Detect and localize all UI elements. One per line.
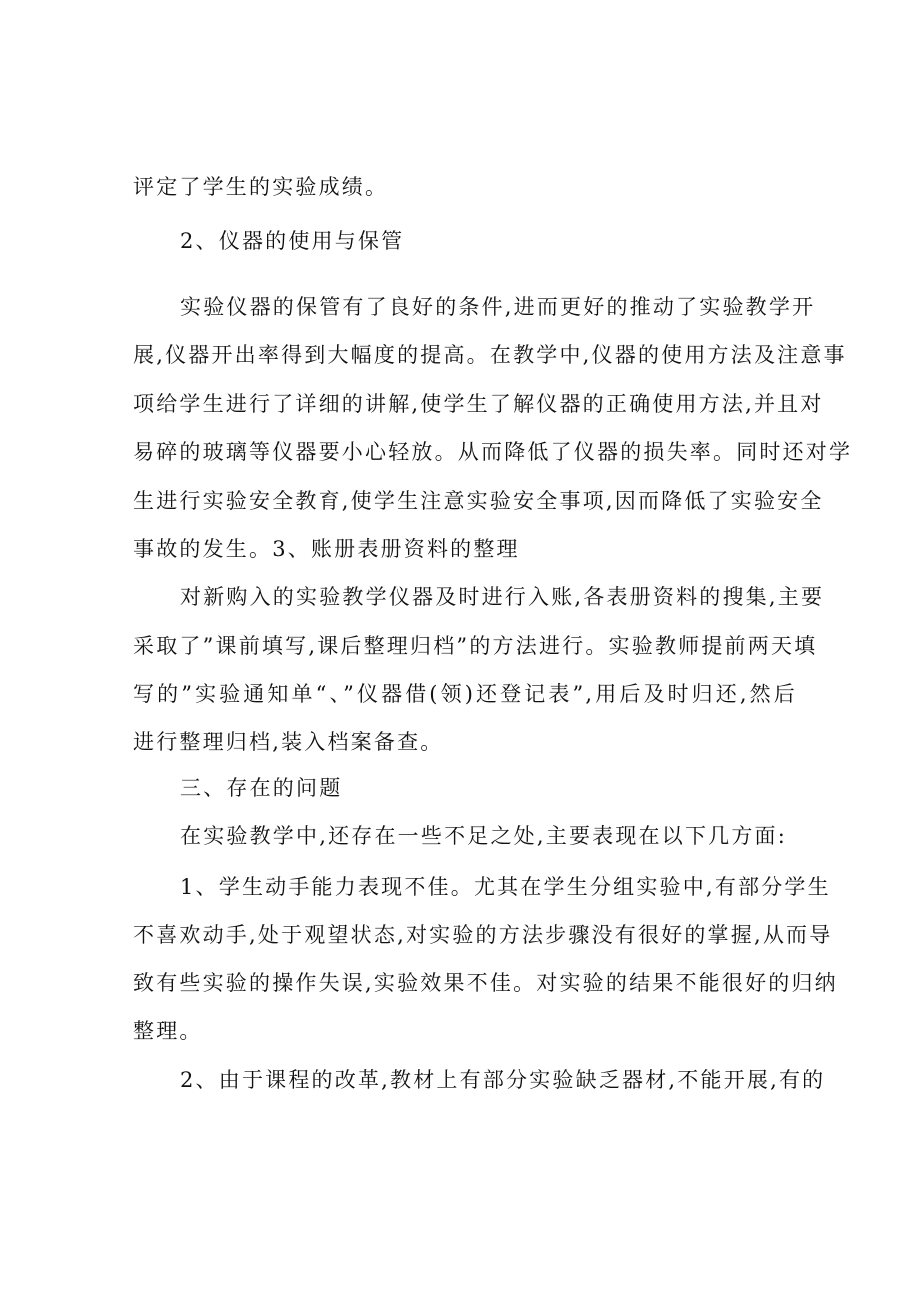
text-line: 实验仪器的保管有了良好的条件,进而更好的推动了实验教学开 [180, 295, 816, 319]
text-line: 写的”实验通知单“、”仪器借(领)还登记表”,用后及时归还,然后 [133, 682, 797, 706]
text-line: 在实验教学中,还存在一些不足之处,主要表现在以下几方面: [180, 824, 788, 848]
text-line: 致有些实验的操作失误,实验效果不佳。对实验的结果不能很好的归纳 [133, 971, 838, 995]
text-line: 项给学生进行了详细的讲解,使学生了解仪器的正确使用方法,并且对 [133, 392, 824, 416]
section-heading: 2、仪器的使用与保管 [180, 229, 405, 253]
text-line: 易碎的玻璃等仪器要小心轻放。从而降低了仪器的损失率。同时还对学 [133, 440, 853, 464]
text-line: 评定了学生的实验成绩。 [133, 175, 389, 199]
text-line: 事故的发生。3、账册表册资料的整理 [133, 537, 520, 561]
text-line: 不喜欢动手,处于观望状态,对实验的方法步骤没有很好的掌握,从而导 [133, 923, 833, 947]
text-line: 整理。 [133, 1019, 203, 1043]
text-line: 展,仪器开出率得到大幅度的提高。在教学中,仪器的使用方法及注意事 [133, 343, 847, 367]
text-line: 采取了”课前填写,课后整理归档”的方法进行。实验教师提前两天填 [133, 634, 818, 658]
text-line: 对新购入的实验教学仪器及时进行入账,各表册资料的搜集,主要 [180, 585, 825, 609]
section-heading: 三、存在的问题 [180, 776, 343, 800]
text-line: 进行整理归档,装入档案备查。 [133, 730, 444, 754]
text-line: 1、学生动手能力表现不佳。尤其在学生分组实验中,有部分学生 [180, 875, 831, 899]
text-line: 2、由于课程的改革,教材上有部分实验缺乏器材,不能开展,有的 [180, 1068, 826, 1092]
text-line: 生进行实验安全教育,使学生注意实验安全事项,因而降低了实验安全 [133, 489, 824, 513]
